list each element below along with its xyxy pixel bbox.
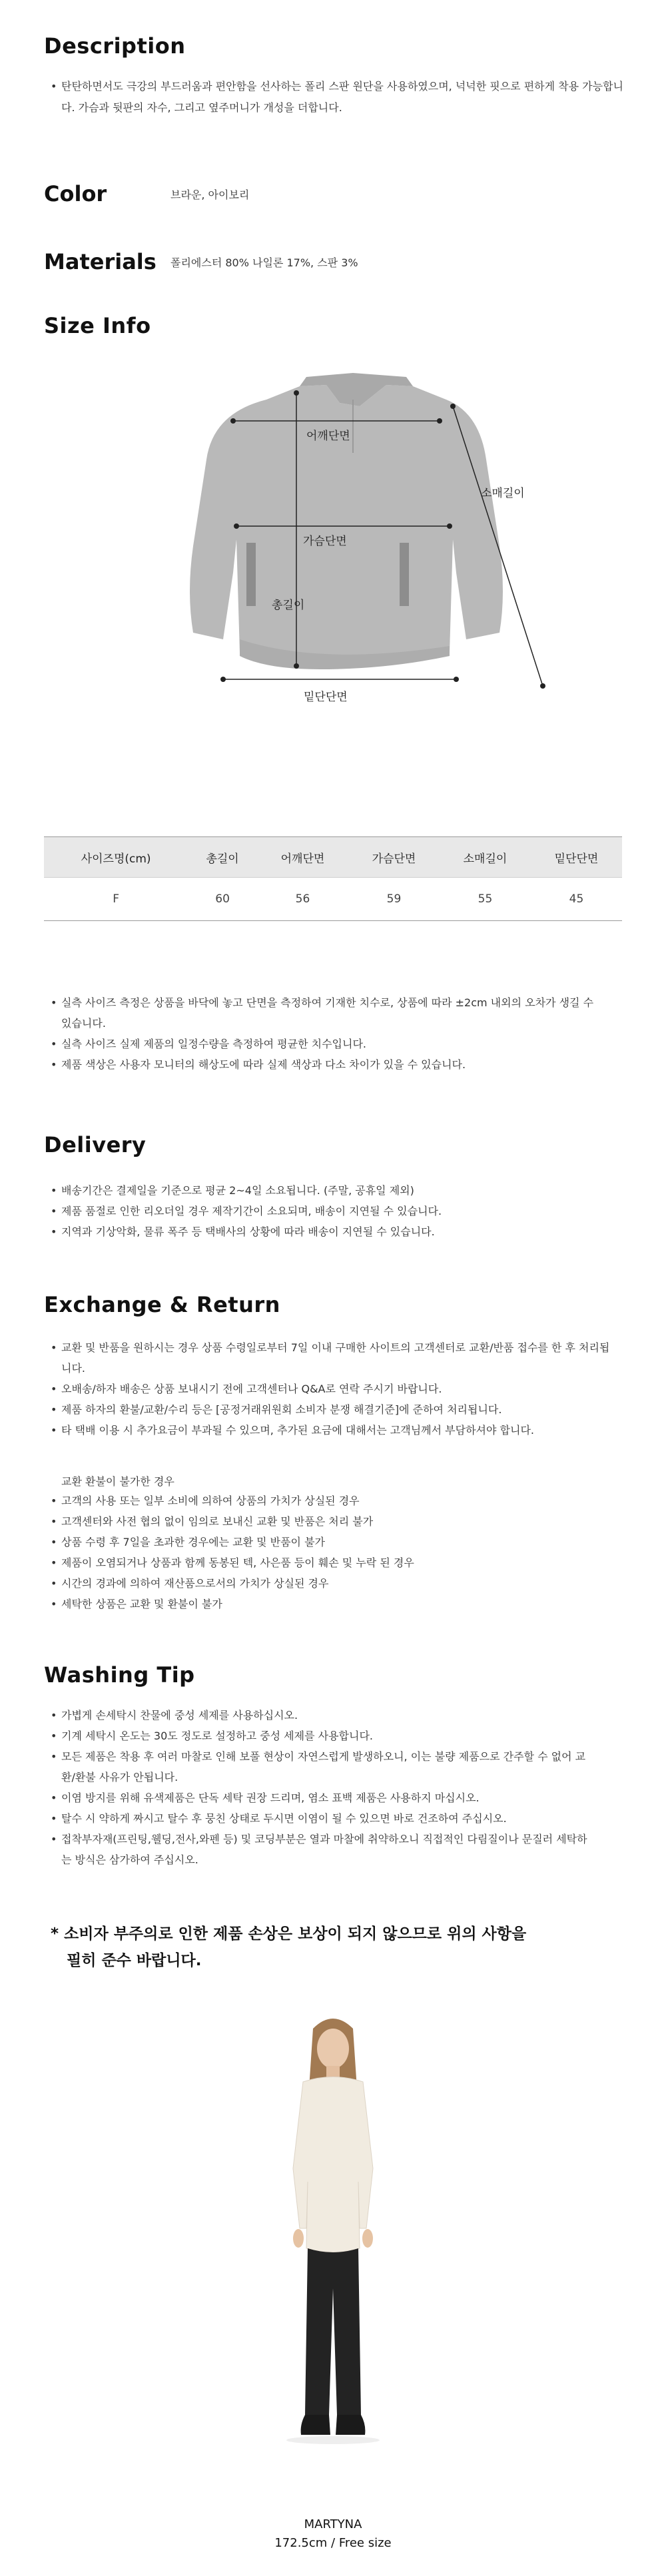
model-photo — [266, 2009, 400, 2475]
not-allowed-list — [51, 1490, 637, 1614]
list-item: • 시간의 경과에 의하여 재산품으로서의 가치가 상실된 경우 — [51, 1573, 637, 1594]
list-item: • 가볍게 손세탁시 찬물에 중성 세제를 사용하십시오. — [51, 1705, 597, 1726]
description-text: • 탄탄하면서도 극강의 부드러움과 편안함을 선사하는 폴리 스판 원단을 사용하였으며, 넉넉한 핏으로 편하게 착용 가능합니다. 가슴과 뒷판의 자수, 그리고 옆주머니가 개성을 더합니다. — [51, 76, 630, 119]
list-item: • 탈수 시 약하게 짜시고 탈수 후 뭉친 상태로 두시면 이염이 될 수 있으면 바로 건조하여 주십시오. — [51, 1808, 597, 1829]
list-item: • 타 택배 이용 시 추가요금이 부과될 수 있으며, 추가된 요금에 대해서는 고객님께서 부담하셔야 합니다. — [51, 1420, 610, 1441]
list-item: • 고객센터와 사전 협의 없이 임의로 보내신 교환 및 반품은 처리 불가 — [51, 1511, 637, 1532]
list-item: • 접착부자재(프린팅,웰딩,전사,와펜 등) 및 코딩부분은 열과 마찰에 취약하오니 직접적인 다림질이나 문질러 세탁하는 방식은 삼가하여 주십시오. — [51, 1829, 597, 1870]
color-row — [44, 181, 249, 206]
size-table-header: 소매길이 — [440, 837, 531, 878]
table-row — [44, 878, 622, 921]
description-title: Description — [44, 33, 186, 59]
size-table-header: 총길이 — [188, 837, 257, 878]
list-item: • 교환 및 반품을 원하시는 경우 상품 수령일로부터 7일 이내 구매한 사이트의 고객센터로 교환/반품 접수를 한 후 처리됩니다. — [51, 1337, 610, 1379]
size-table-header: 어깨단면 — [257, 837, 348, 878]
list-item: • 이염 방지를 위해 유색제품은 단독 세탁 권장 드리며, 염소 표백 제품은 사용하지 마십시오. — [51, 1787, 597, 1808]
list-item: • 모든 제품은 착용 후 여러 마찰로 인해 보풀 현상이 자연스럽게 발생하오니, 이는 불량 제품으로 간주할 수 없어 교환/환불 사유가 안됩니다. — [51, 1746, 597, 1787]
list-item: • 배송기간은 결제일을 기준으로 평균 2~4일 소요됩니다. (주말, 공휴일 제외) — [51, 1180, 637, 1201]
list-item: • 제품 하자의 환불/교환/수리 등은 [공정거래위원회 소비자 분쟁 해결기준]에 준하여 처리됩니다. — [51, 1399, 610, 1420]
materials-row — [44, 249, 358, 274]
table-cell: 56 — [257, 878, 348, 921]
exchange-list — [51, 1337, 610, 1441]
list-item: • 제품 색상은 사용자 모니터의 해상도에 따라 실제 색상과 다소 차이가 있을 수 있습니다. — [51, 1054, 597, 1075]
list-item: • 제품이 오염되거나 상품과 함께 동봉된 텍, 사은품 등이 훼손 및 누락 된 경우 — [51, 1552, 637, 1573]
materials-label: Materials — [44, 249, 157, 274]
list-item: • 제품 품절로 인한 리오더일 경우 제작기간이 소요되며, 배송이 지연될 수 있습니다. — [51, 1201, 637, 1221]
color-value: 브라운, 아이보리 — [170, 188, 250, 201]
table-cell: 59 — [348, 878, 440, 921]
size-table-header-row — [44, 837, 622, 878]
description-list — [51, 76, 630, 119]
label-hem: 밑단단면 — [304, 691, 348, 704]
label-shoulder: 어깨단면 — [306, 430, 350, 443]
washing-notice-line1: * 소비자 부주의로 인한 제품 손상은 보상이 되지 않으므로 위의 사항을 — [51, 1925, 527, 1943]
size-table-header: 밑단단면 — [531, 837, 622, 878]
sweatshirt-size-diagram — [186, 373, 559, 693]
label-sleeve: 소매길이 — [481, 487, 525, 500]
not-allowed-title: 교환 환불이 불가한 경우 — [61, 1475, 174, 1488]
size-info-title: Size Info — [44, 313, 151, 338]
list-item: • 기계 세탁시 온도는 30도 정도로 설정하고 중성 세제를 사용합니다. — [51, 1726, 597, 1746]
table-cell: F — [44, 878, 188, 921]
exchange-title: Exchange & Return — [44, 1292, 280, 1317]
size-table — [44, 836, 622, 921]
washing-list — [51, 1705, 597, 1870]
left-pocket — [246, 543, 256, 606]
list-item: • 오배송/하자 배송은 상품 보내시기 전에 고객센터나 Q&A로 연락 주시기 바랍니다. — [51, 1379, 610, 1399]
delivery-title: Delivery — [44, 1132, 147, 1157]
size-table-header: 사이즈명(cm) — [44, 837, 188, 878]
list-item: • 세탁한 상품은 교환 및 환불이 불가 — [51, 1594, 637, 1614]
list-item: • 고객의 사용 또는 일부 소비에 의하여 상품의 가치가 상실된 경우 — [51, 1490, 637, 1511]
size-notes-list — [51, 992, 597, 1075]
list-item: • 실측 사이즈 측정은 상품을 바닥에 놓고 단면을 측정하여 기재한 치수로, 상품에 따라 ±2cm 내외의 오차가 생길 수 있습니다. — [51, 992, 597, 1034]
table-cell: 60 — [188, 878, 257, 921]
list-item: • 상품 수령 후 7일을 초과한 경우에는 교환 및 반품이 불가 — [51, 1532, 637, 1552]
label-length: 총길이 — [272, 599, 305, 612]
delivery-list — [51, 1180, 637, 1242]
color-label: Color — [44, 181, 107, 206]
model-info: 172.5cm / Free size — [274, 2536, 392, 2550]
label-chest: 가슴단면 — [303, 535, 347, 548]
washing-title: Washing Tip — [44, 1662, 195, 1688]
materials-value: 폴리에스터 80% 나일론 17%, 스판 3% — [170, 256, 358, 269]
table-cell: 55 — [440, 878, 531, 921]
list-item: • 지역과 기상악화, 물류 폭주 등 택배사의 상황에 따라 배송이 지연될 수 있습니다. — [51, 1221, 637, 1242]
right-pocket — [400, 543, 409, 606]
list-item: • 실측 사이즈 실제 제품의 일정수량을 측정하여 평균한 치수입니다. — [51, 1034, 597, 1054]
table-cell: 45 — [531, 878, 622, 921]
washing-notice-line2: 필히 준수 바랍니다. — [67, 1952, 202, 1969]
size-table-header: 가슴단면 — [348, 837, 440, 878]
model-name: MARTYNA — [304, 2517, 362, 2531]
washing-notice — [51, 1921, 526, 1974]
